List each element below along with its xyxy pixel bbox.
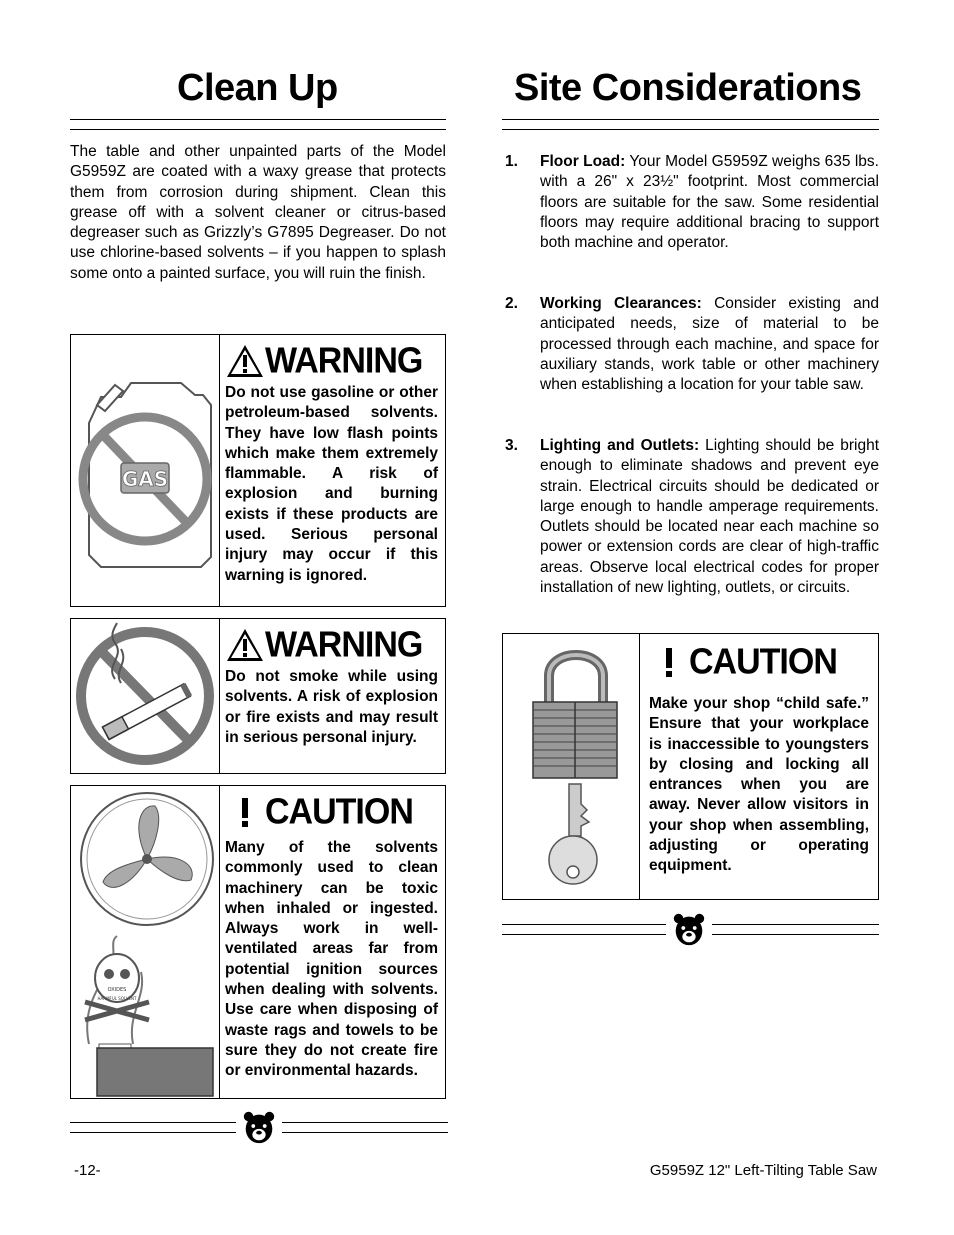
image-cell: [71, 619, 220, 773]
title-rule: [70, 119, 446, 130]
bear-divider: [502, 924, 879, 933]
divider-line: [282, 1122, 448, 1133]
padlock-key-icon: [503, 634, 639, 899]
item-body: [540, 152, 879, 253]
caution-label: CAUTION: [265, 791, 413, 832]
text-cell: [220, 335, 445, 606]
warning-text: Do not smoke while using solvents. A risk of explosion or fire exists and may result in serious personal injury.: [225, 668, 438, 746]
oxides-label: OXIDES: [107, 987, 127, 993]
gas-label: GAS: [121, 467, 169, 491]
divider-line: [70, 1122, 236, 1133]
no-smoking-icon: [71, 619, 219, 773]
caution-badge: [649, 641, 869, 682]
page-number: -12-: [74, 1162, 101, 1179]
no-gasoline-icon: [71, 335, 219, 606]
warning-box-smoking: [70, 618, 446, 774]
section-title-clean-up: Clean Up: [177, 67, 338, 109]
section-title-site-considerations: Site Considerations: [514, 67, 862, 109]
warning-triangle-icon: [225, 627, 265, 663]
manual-title: G5959Z 12" Left-Tilting Table Saw: [649, 1162, 877, 1179]
item-heading: Lighting and Outlets:: [540, 437, 700, 454]
caution-text: Make your shop “child safe.” Ensure that your workplace is inaccessible to youngsters by closing and locking all entrances when you are away. Never allow visitors in your shop when assembling, adjusting or operating equipment.: [649, 695, 869, 875]
item-body: [540, 294, 879, 395]
warning-badge: [225, 624, 438, 665]
item-text: Your Model G5959Z weighs 635 lbs. with a 26" x 23½" footprint. Most commercial floors are suitable for the saw. Some residential floors may require additional bracing to support both machine and operator.: [540, 153, 879, 252]
bear-divider: [70, 1122, 448, 1131]
caution-exclamation-icon: [225, 794, 265, 830]
caution-badge: [225, 791, 438, 832]
warning-triangle-icon: [225, 343, 265, 379]
image-cell: [71, 786, 220, 1098]
caution-text: Many of the solvents commonly used to clean machinery can be toxic when inhaled or ingested. Always work in well-ventilated areas far from potential ignition sources when dealing with solvents. Use care when disposing of waste rags and towels to be sure they do not create fire or environmental hazards.: [225, 839, 438, 1080]
text-cell: [220, 786, 445, 1098]
warning-box-gasoline: [70, 334, 446, 607]
text-cell: [640, 634, 878, 899]
title-rule: [502, 119, 879, 130]
item-text: Consider existing and anticipated needs, size of material to be processed through each machine, and space for auxiliary stands, work table or other machinery when establishing a location for your table saw.: [540, 295, 880, 394]
item-heading: Floor Load:: [540, 153, 626, 170]
item-text: Lighting should be bright enough to eliminate shadows and prevent eye strain. Electrical circuits should be dedicated or large enough to handle amperage requirements. Outlets should be located near each machine so power or extension cords are clear of high-traffic areas. Observe local electrical codes for proper installation of new lighting, outlets, or circuits.: [540, 437, 879, 597]
grizzly-bear-icon: [240, 1108, 278, 1146]
item-number: 3.: [505, 437, 518, 454]
item-heading: Working Clearances:: [540, 295, 702, 312]
image-cell: [71, 335, 220, 606]
item-number: 1.: [505, 153, 518, 170]
divider-line: [712, 924, 879, 935]
divider-line: [502, 924, 666, 935]
harmful-solvent-label: HARMFUL SOLVENT: [97, 996, 137, 1001]
warning-label: WARNING: [265, 340, 423, 381]
ventilation-fan-toxic-icon: [71, 786, 219, 1098]
caution-exclamation-icon: [649, 644, 689, 680]
warning-label: WARNING: [265, 624, 423, 665]
text-cell: [220, 619, 445, 773]
caution-label: CAUTION: [689, 641, 837, 682]
grizzly-bear-icon: [670, 910, 708, 948]
warning-badge: [225, 340, 438, 381]
item-body: [540, 436, 879, 598]
caution-box-solvents: [70, 785, 446, 1099]
item-number: 2.: [505, 295, 518, 312]
warning-text: Do not use gasoline or other petroleum-based solvents. They have low flash points which make them extremely flammable. A risk of explosion and burning exists if these products are used. Serious personal injury may occur if this warning is ignored.: [225, 384, 438, 584]
caution-box-child-safe: [502, 633, 879, 900]
clean-up-paragraph: The table and other unpainted parts of the Model G5959Z are coated with a waxy grease that protects them from corrosion during shipment. Clean this grease off with a solvent cleaner or citrus-based degreaser such as Grizzly’s G7895 Degreaser. Do not use chlorine-based solvents – if you happen to splash some onto a painted surface, you will ruin the finish.: [70, 143, 446, 282]
image-cell: [503, 634, 640, 899]
